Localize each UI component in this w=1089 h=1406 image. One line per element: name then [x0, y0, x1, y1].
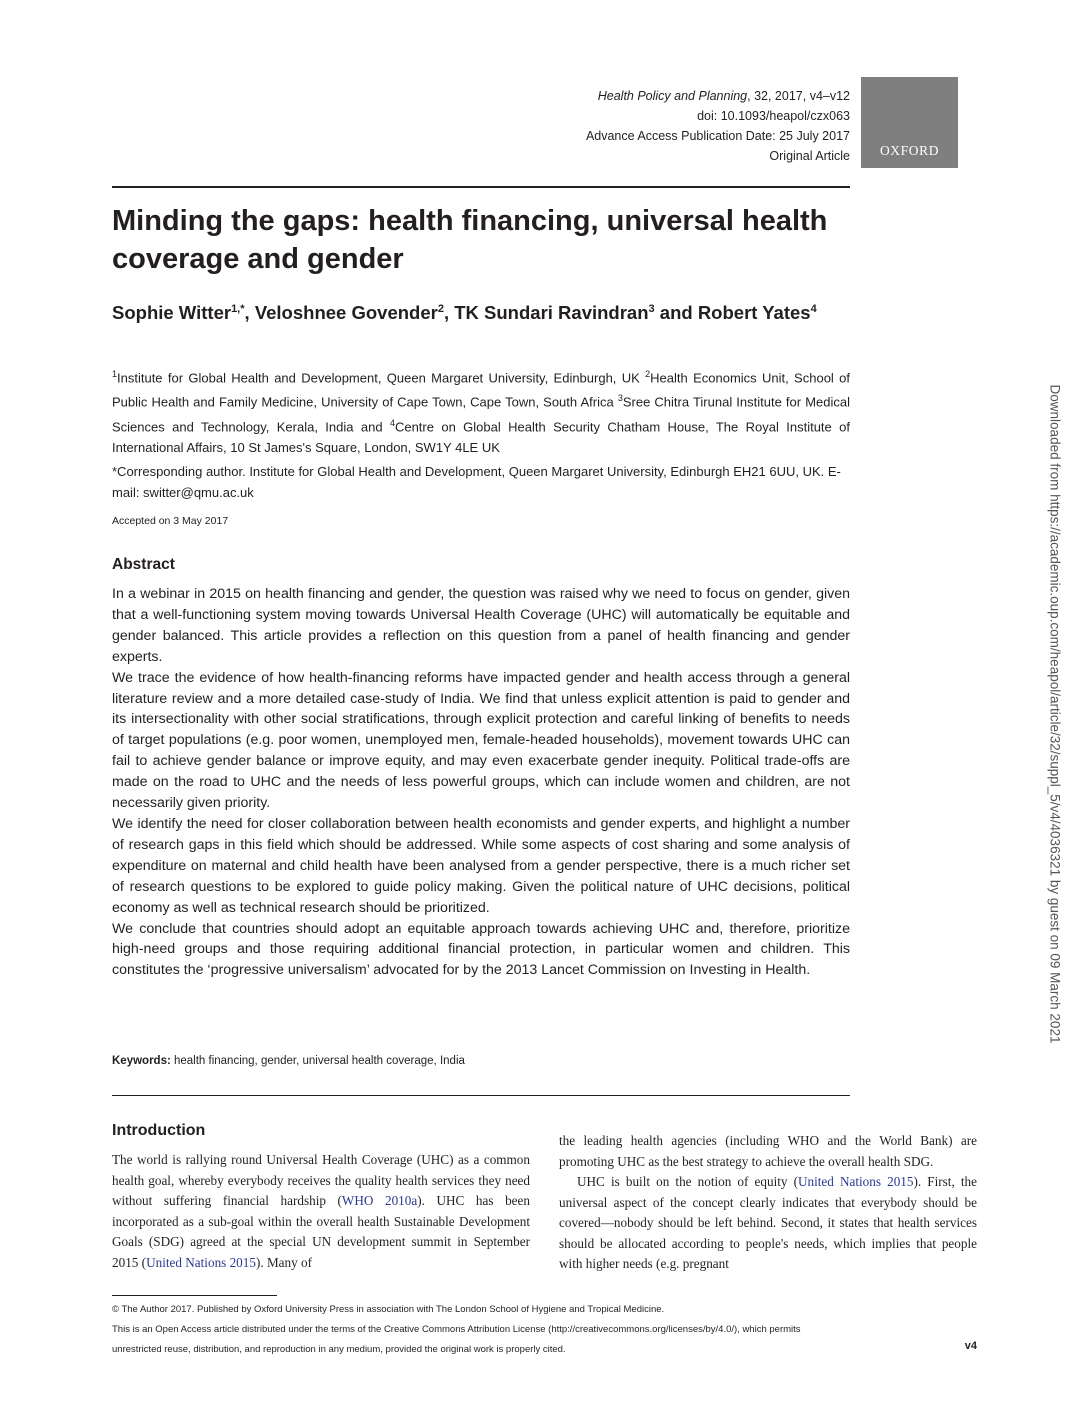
- license-line: This is an Open Access article distributed under the terms of the Creative Commons Attribution License (http://creativecommons.org/licenses/by/4.0/), which permits: [112, 1324, 801, 1335]
- affiliation-mark: 3: [617, 393, 623, 404]
- author-name: Veloshnee Govender: [254, 302, 438, 324]
- author-name: TK Sundari Ravindran: [454, 302, 649, 324]
- body-paragraph: [559, 1172, 977, 1275]
- license-line: unrestricted reuse, distribution, and reproduction in any medium, provided the original work is properly cited.: [112, 1344, 566, 1355]
- body-column-left: [112, 1150, 530, 1273]
- footer: [112, 1300, 982, 1360]
- keywords-text: health financing, gender, universal health coverage, India: [170, 1055, 465, 1067]
- author-name: Sophie Witter: [112, 302, 232, 324]
- publisher-logo-text: OXFORD: [879, 143, 940, 158]
- article-type: Original Article: [769, 149, 850, 163]
- footer-rule: [112, 1295, 277, 1296]
- publication-date: Advance Access Publication Date: 25 July 2017: [585, 129, 850, 143]
- body-text: ). UHC has been incorporated as a sub-goal within the overall health Sustainable Development Goals (SDG) agreed at the special UN development summit in September 2015 (: [112, 1193, 530, 1270]
- journal-name: Health Policy and Planning: [597, 89, 748, 103]
- author-separator: and: [654, 302, 698, 324]
- body-text: UHC is built on the notion of equity (: [577, 1174, 798, 1189]
- journal-citation: [586, 86, 850, 106]
- affiliation-mark: 2: [645, 369, 651, 379]
- body-paragraph: the leading health agencies (including WHO and the World Bank) are promoting UHC as the best strategy to achieve the overall health SDG.: [559, 1133, 977, 1169]
- affiliation-mark: 1: [112, 369, 118, 379]
- journal-volume-pages: , 32, 2017, v4–v12: [747, 89, 850, 103]
- author-affiliation-mark: 1,*: [231, 303, 245, 315]
- page-number: v4: [964, 1340, 977, 1352]
- affiliation-text: Sree Chitra Tirunal Institute for Medical Sciences and Technology, Kerala, India and: [112, 394, 850, 434]
- author-separator: ,: [443, 302, 455, 324]
- abstract-paragraph: We identify the need for closer collaboration between health economists and gender experts, and highlight a number of research gaps in this field which should be addressed. While some aspects of cost sharing and some analysis of expenditure on maternal and child health have been analysed from a gender perspective, there is a much richer set of research questions to be explored to guide policy making. Given the political nature of UHC decisions, political economy as well as technical research should be prioritized.: [112, 815, 850, 916]
- accepted-date: Accepted on 3 May 2017: [112, 515, 229, 527]
- introduction-heading: Introduction: [112, 1122, 206, 1139]
- author-list: [112, 296, 852, 326]
- body-text: ). Many of: [255, 1254, 313, 1270]
- body-text: The world is rallying round Universal Health Coverage (UHC) as a common health goal, whereby everybody receives the quality health services they need without suffering financial hardship (: [112, 1152, 530, 1208]
- abstract-paragraph: We conclude that countries should adopt an equitable approach towards achieving UHC and, therefore, prioritize high-need groups and those requiring additional financial protection, in particular women and children. This constitutes the ‘progressive universalism’ advocated for by the 2013 Lancet Commission on Investing in Health.: [112, 920, 850, 979]
- abstract-paragraph: We trace the evidence of how health-financing reforms have impacted gender and health access through a general literature review and a more detailed case-study of India. We find that unless explicit attention is paid to gender and its intersectionality with other social stratifications, through explicit protection and careful linking of benefits to needs of target populations (e.g. poor women, unemployed men, female-headed households), movement towards UHC can fail to achieve gender balance or improve equity, and may even exacerbate gender inequity. Political trade-offs are made on the road to UHC and the needs of less powerful groups, which can include women and children, are not necessarily given priority.: [112, 669, 850, 812]
- doi: doi: 10.1093/heapol/czx063: [697, 109, 850, 123]
- author-affiliation-mark: 2: [437, 303, 444, 315]
- corresponding-author: *Corresponding author. Institute for Global Health and Development, Queen Margaret University, Edinburgh EH21 6UU, UK. E-mail: switter@qmu.ac.uk: [112, 464, 841, 500]
- affiliation-text: Health Economics Unit, School of Public Health and Family Medicine, University of Cape Town, Cape Town, South Africa: [112, 370, 850, 410]
- section-divider: [112, 1095, 850, 1096]
- abstract-body: [112, 584, 850, 981]
- author-affiliation-mark: 4: [810, 303, 817, 315]
- abstract-heading: Abstract: [112, 556, 175, 573]
- body-column-right: [559, 1131, 977, 1275]
- copyright-line: © The Author 2017. Published by Oxford University Press in association with The London School of Hygiene and Tropical Medicine.: [112, 1304, 665, 1315]
- body-paragraph: [112, 1150, 530, 1273]
- affiliation-text: Institute for Global Health and Development, Queen Margaret University, Edinburgh, UK: [117, 370, 646, 386]
- header-rule: [112, 186, 850, 188]
- article-title: Minding the gaps: health financing, universal health coverage and gender: [112, 205, 828, 275]
- author-separator: ,: [244, 302, 255, 324]
- keywords: [112, 1055, 465, 1067]
- citation-link[interactable]: United Nations 2015: [797, 1174, 914, 1189]
- author-affiliation-mark: 3: [648, 303, 655, 315]
- abstract-paragraph: In a webinar in 2015 on health financing and gender, the question was raised why we need to focus on gender, given that a well-functioning system moving towards Universal Health Coverage (UHC) will automatically be equitable and gender balanced. This article provides a reflection on this question from a panel of health financing and gender experts.: [112, 586, 850, 665]
- citation-link[interactable]: WHO 2010a: [341, 1193, 418, 1208]
- affiliation-text: Centre on Global Health Security Chatham House, The Royal Institute of International Affairs, 10 St James's Square, London, SW1Y 4LE UK: [112, 418, 850, 455]
- affiliation-mark: 4: [389, 417, 395, 428]
- journal-meta: [586, 86, 850, 166]
- citation-link[interactable]: United Nations 2015: [146, 1254, 256, 1270]
- author-name: Robert Yates: [697, 302, 811, 324]
- download-watermark: Downloaded from https://academic.oup.com/heapol/article/32/suppl_5/v4/4036321 by guest on 09 March 2021: [1047, 384, 1063, 1044]
- affiliations: [112, 364, 850, 458]
- keywords-label: Keywords:: [112, 1055, 171, 1067]
- body-text: ). First, the universal aspect of the concept clearly indicates that everybody should be covered—nobody should be left behind. Second, it states that health services should be allocated according to people's needs, which implies that people with higher needs (e.g. pregnant: [559, 1174, 977, 1271]
- publisher-logo: [861, 77, 958, 168]
